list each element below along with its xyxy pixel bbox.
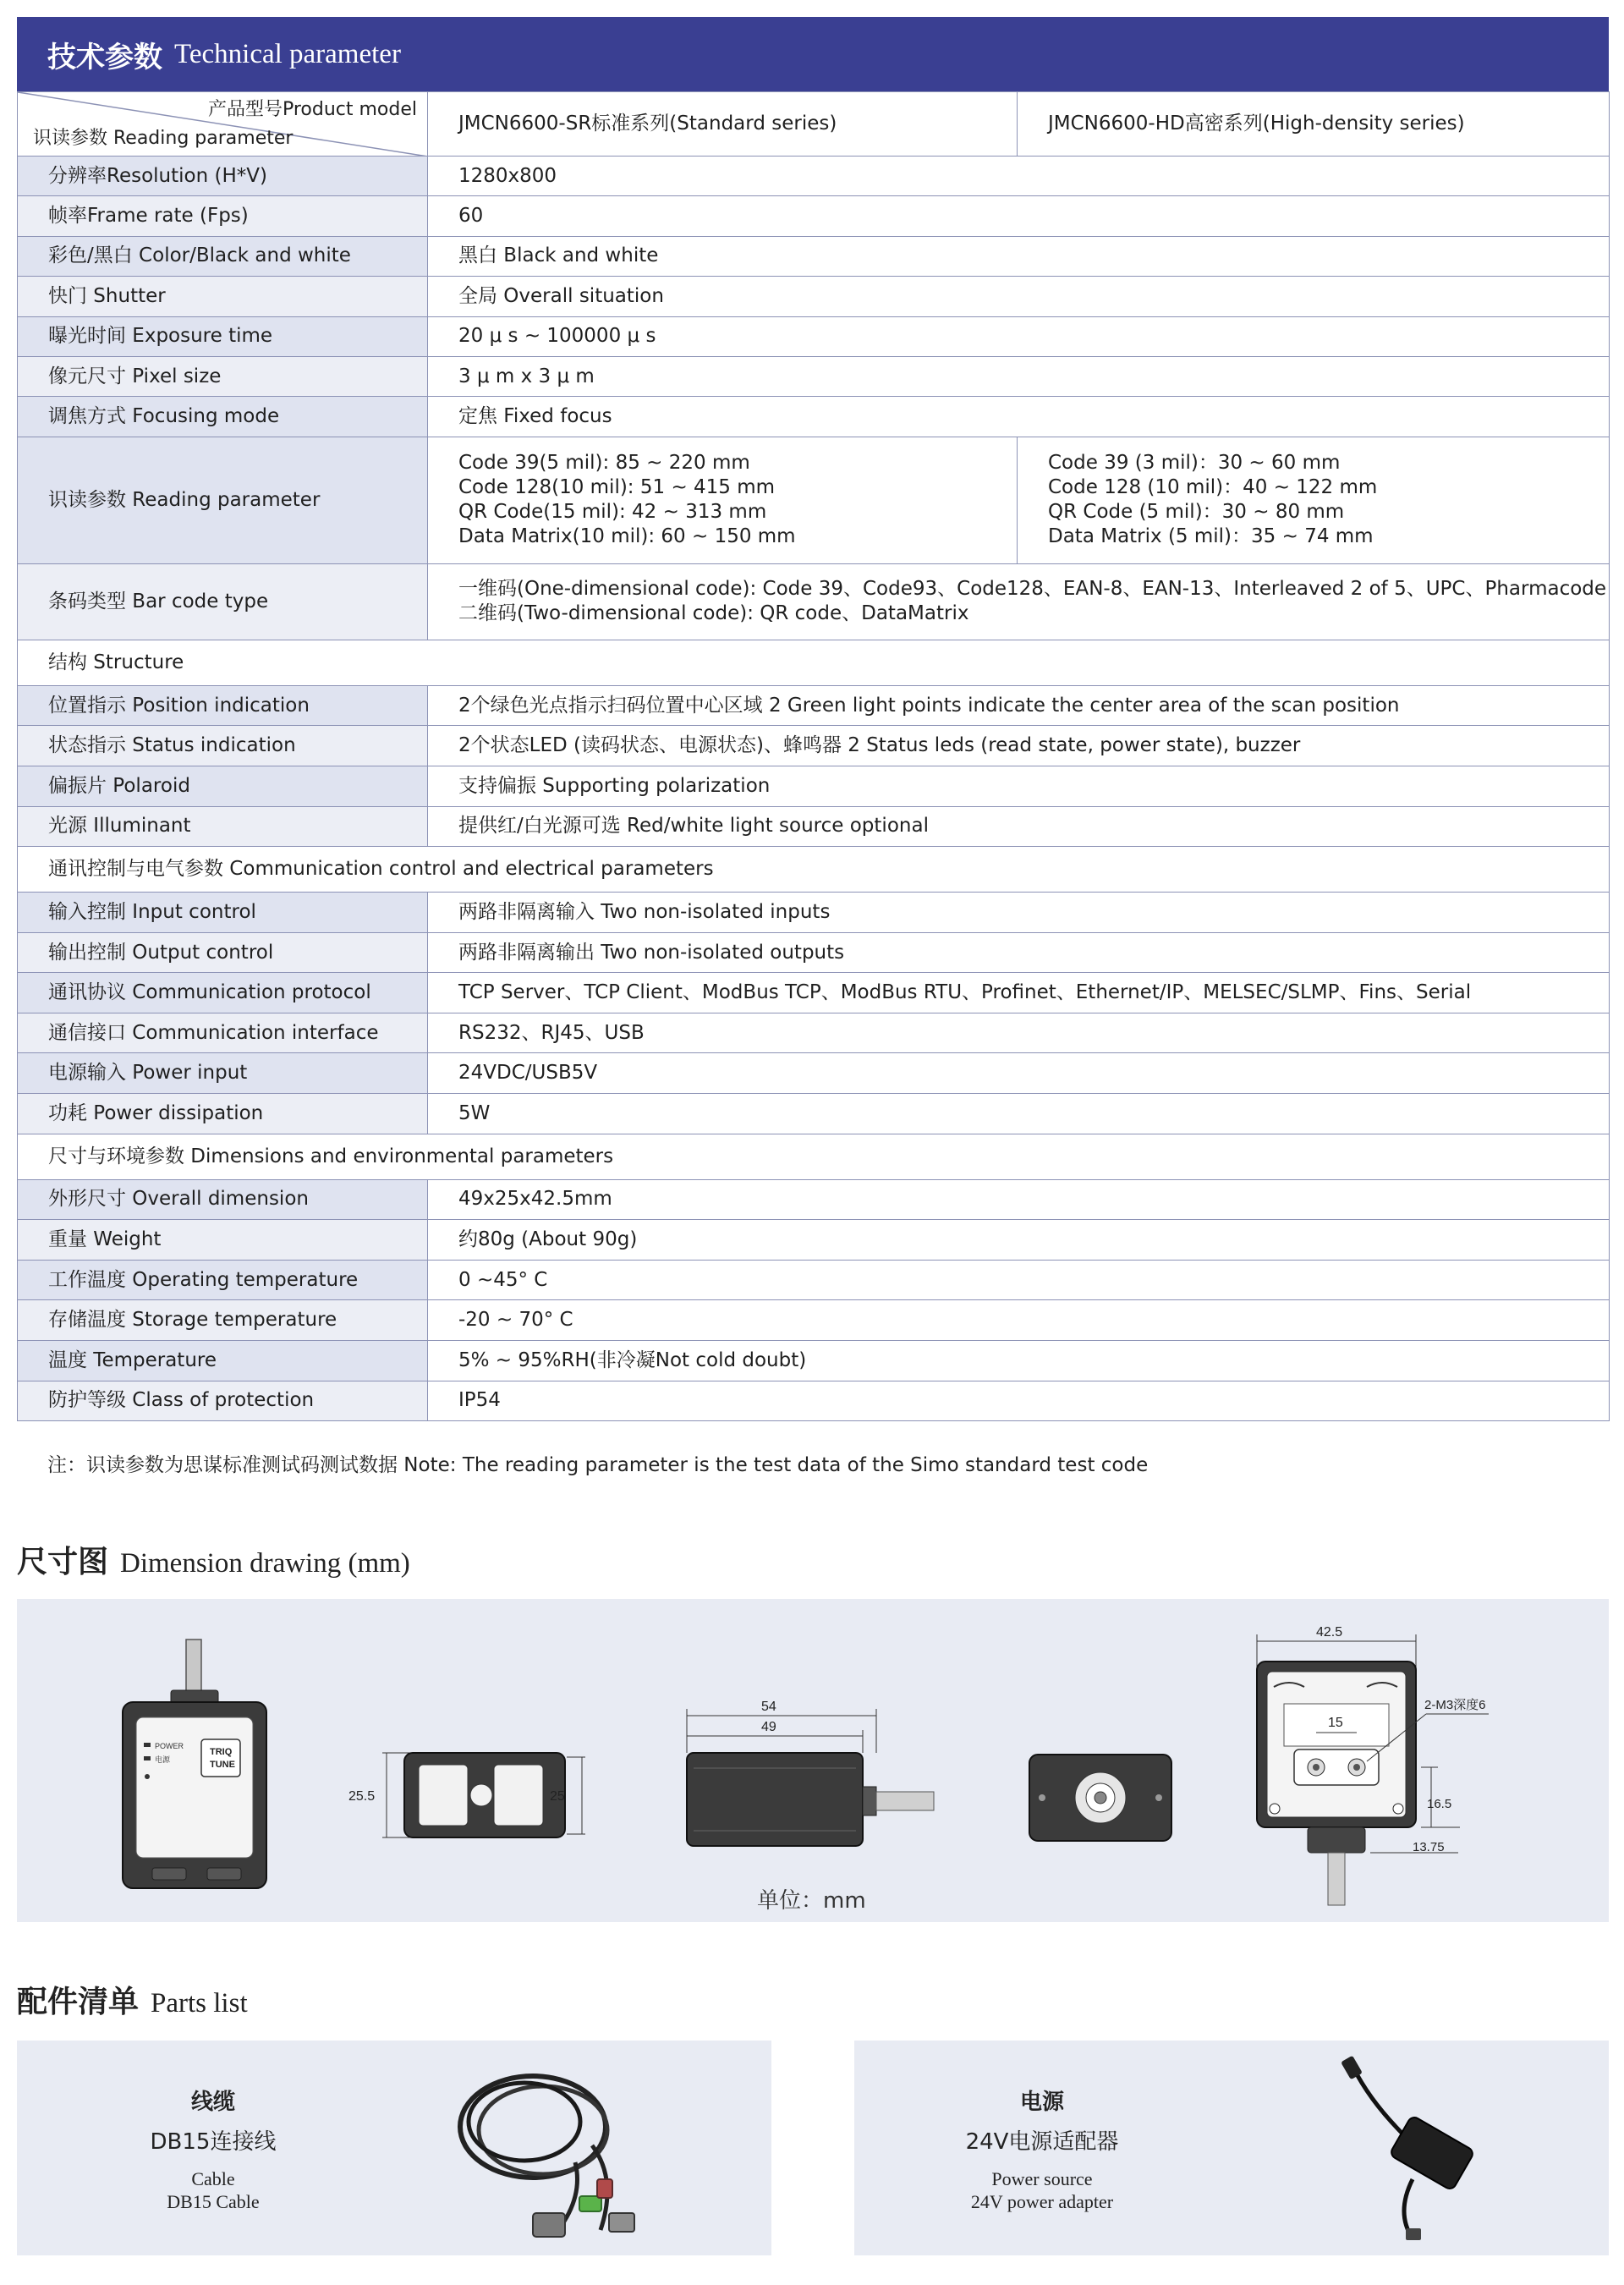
power-title-zh: 电源 <box>1019 2090 1064 2115</box>
lens-view <box>348 1753 585 1837</box>
tech-param-title-zh: 技术参数 <box>47 40 162 74</box>
dim-13-75: 13.75 <box>1413 1840 1445 1854</box>
table-row <box>18 932 1610 973</box>
dim-49: 49 <box>761 1720 776 1734</box>
row-value: 提供红/白光源可选 Red/white light source optional <box>428 806 1610 847</box>
cable-subtitle-en: DB15 Cable <box>167 2191 260 2212</box>
section-row-communication <box>18 847 1610 893</box>
row-label: 彩色/黑白 Color/Black and white <box>18 236 428 276</box>
row-value: 5W <box>428 1094 1610 1134</box>
tech-param-title-en: Technical parameter <box>174 38 401 69</box>
row-label: 功耗 Power dissipation <box>18 1094 428 1134</box>
db15-cable-image <box>440 2052 660 2245</box>
row-label: 偏振片 Polaroid <box>18 766 428 806</box>
power-text <box>898 2085 1186 2213</box>
row-label: 重量 Weight <box>18 1220 428 1261</box>
front-view <box>123 1640 266 1888</box>
row-label: 通信接口 Communication interface <box>18 1013 428 1053</box>
reading-parameter-row <box>18 437 1610 563</box>
row-value: 全局 Overall situation <box>428 277 1610 316</box>
logo-line1: TRIQ <box>210 1747 233 1757</box>
table-row <box>18 356 1610 396</box>
dim-54: 54 <box>761 1700 776 1714</box>
table-row <box>18 766 1610 806</box>
cable-title-en: Cable <box>191 2168 235 2189</box>
row-value: 3 μ m x 3 μ m <box>428 356 1610 396</box>
table-header-row <box>18 92 1610 157</box>
tech-param-header <box>17 17 1609 91</box>
row-value: 24VDC/USB5V <box>428 1053 1610 1094</box>
row-label: 曝光时间 Exposure time <box>18 316 428 356</box>
row-label: 位置指示 Position indication <box>18 685 428 726</box>
row-label: 电源输入 Power input <box>18 1053 428 1094</box>
row-label: 通讯协议 Communication protocol <box>18 973 428 1013</box>
row-label: 输出控制 Output control <box>18 932 428 973</box>
reading-sr-cell <box>428 437 1018 563</box>
table-row <box>18 157 1610 196</box>
m3-thread-label: 2-M3深度6 <box>1424 1698 1486 1712</box>
barcode-1d-line: 一维码(One-dimensional code): Code 39、Code93、Code128、EAN-8、EAN-13、Interleaved 2 of 5、UPC、Pharmacode <box>458 578 1607 601</box>
section-row-dimensions <box>18 1134 1610 1179</box>
row-value: 0 ~45° C <box>428 1260 1610 1300</box>
dimension-drawing <box>17 1599 1609 1922</box>
power-title-en: Power source <box>991 2168 1093 2189</box>
reading-sr-line: QR Code(15 mil): 42 ~ 313 mm <box>458 501 767 524</box>
footnote: 注：识读参数为思谋标准测试码测试数据 Note: The reading parameter is the test data of the Simo standard test code <box>47 1454 1149 1476</box>
row-label: 分辨率Resolution (H*V) <box>18 157 428 196</box>
row-value: IP54 <box>428 1381 1610 1421</box>
row-value: 定焦 Fixed focus <box>428 397 1610 437</box>
table-row <box>18 397 1610 437</box>
table-row <box>18 196 1610 236</box>
section-row-structure <box>18 640 1610 685</box>
row-value: 2个状态LED (读码状态、电源状态)、蜂鸣器 2 Status leds (read state, power state), buzzer <box>428 726 1610 766</box>
row-value: 1280x800 <box>428 157 1610 196</box>
section-label: 尺寸与环境参数 Dimensions and environmental parameters <box>18 1134 1610 1179</box>
row-value: RS232、RJ45、USB <box>428 1013 1610 1053</box>
column-header-hd: JMCN6600-HD高密系列(High-density series) <box>1018 92 1610 157</box>
dimension-section-title <box>17 1538 410 1581</box>
cable-text <box>69 2085 357 2213</box>
rear-view <box>1029 1755 1171 1841</box>
reading-hd-line: QR Code (5 mil)：30 ~ 80 mm <box>1048 501 1345 524</box>
column-header-sr: JMCN6600-SR标准系列(Standard series) <box>428 92 1018 157</box>
section-label: 通讯控制与电气参数 Communication control and electrical parameters <box>18 847 1610 893</box>
row-value: 黑白 Black and white <box>428 236 1610 276</box>
dim-25: 25 <box>550 1789 565 1804</box>
pwr-zh-label: 电源 <box>155 1755 171 1764</box>
row-value: 20 μ s ~ 100000 μ s <box>428 316 1610 356</box>
reading-hd-line: Data Matrix (5 mil)：35 ~ 74 mm <box>1048 525 1374 548</box>
reading-parameter-header-label: 识读参数 Reading parameter <box>33 128 294 149</box>
spec-table <box>17 91 1610 1421</box>
row-label: 帧率Frame rate (Fps) <box>18 196 428 236</box>
table-row <box>18 806 1610 847</box>
diagonal-header-cell <box>18 92 428 157</box>
section-label: 结构 Structure <box>18 640 1610 685</box>
table-row <box>18 973 1610 1013</box>
row-value: 2个绿色光点指示扫码位置中心区域 2 Green light points indicate the center area of the scan position <box>428 685 1610 726</box>
row-label: 识读参数 Reading parameter <box>18 437 428 563</box>
dim-16-5: 16.5 <box>1427 1797 1452 1811</box>
table-row <box>18 316 1610 356</box>
row-value: 两路非隔离输出 Two non-isolated outputs <box>428 932 1610 973</box>
row-label: 光源 Illuminant <box>18 806 428 847</box>
row-value: 60 <box>428 196 1610 236</box>
row-label: 防护等级 Class of protection <box>18 1381 428 1421</box>
row-label: 像元尺寸 Pixel size <box>18 356 428 396</box>
row-label: 快门 Shutter <box>18 277 428 316</box>
row-value: TCP Server、TCP Client、ModBus TCP、ModBus RTU、Profinet、Ethernet/IP、MELSEC/SLMP、Fins、Serial <box>428 973 1610 1013</box>
row-value: 49x25x42.5mm <box>428 1179 1610 1220</box>
cable-title-zh: 线缆 <box>190 2090 235 2115</box>
reading-sr-line: Code 128(10 mil): 51 ~ 415 mm <box>458 476 776 499</box>
dim-15: 15 <box>1328 1716 1343 1730</box>
power-subtitle-en: 24V power adapter <box>970 2191 1114 2212</box>
power-label: POWER <box>155 1742 184 1750</box>
dimension-title-en: Dimension drawing (mm) <box>120 1548 410 1579</box>
parts-title-zh: 配件清单 <box>17 1985 140 2019</box>
dimension-drawing-panel <box>17 1599 1609 1922</box>
row-value: -20 ~ 70° C <box>428 1300 1610 1341</box>
row-label: 输入控制 Input control <box>18 893 428 933</box>
table-row <box>18 1053 1610 1094</box>
power-subtitle-zh: 24V电源适配器 <box>965 2129 1119 2155</box>
table-row <box>18 1013 1610 1053</box>
power-adapter-image <box>1311 2052 1497 2245</box>
reading-hd-line: Code 128 (10 mil)：40 ~ 122 mm <box>1048 476 1378 499</box>
table-row <box>18 1260 1610 1300</box>
parts-title-en: Parts list <box>151 1988 248 2019</box>
unit-label: 单位：mm <box>757 1888 866 1914</box>
product-model-label: 产品型号Product model <box>207 99 417 120</box>
barcode-2d-line: 二维码(Two-dimensional code): QR code、DataMatrix <box>458 602 969 625</box>
table-row <box>18 1381 1610 1421</box>
reading-hd-line: Code 39 (3 mil)：30 ~ 60 mm <box>1048 452 1341 475</box>
dim-42-5: 42.5 <box>1316 1625 1343 1640</box>
cable-subtitle-zh: DB15连接线 <box>150 2129 277 2155</box>
row-label: 存储温度 Storage temperature <box>18 1300 428 1341</box>
barcode-type-row <box>18 563 1610 640</box>
table-row <box>18 1094 1610 1134</box>
reading-sr-line: Code 39(5 mil): 85 ~ 220 mm <box>458 452 750 475</box>
table-row <box>18 685 1610 726</box>
table-row <box>18 236 1610 276</box>
dim-25-5: 25.5 <box>348 1789 376 1804</box>
dimension-title-zh: 尺寸图 <box>17 1545 109 1579</box>
part-card-cable <box>17 2041 771 2255</box>
row-value: 约80g (About 90g) <box>428 1220 1610 1261</box>
bottom-view <box>1257 1625 1489 1905</box>
table-row <box>18 1341 1610 1381</box>
table-row <box>18 1179 1610 1220</box>
barcode-type-cell <box>428 563 1610 640</box>
reading-hd-cell <box>1018 437 1610 563</box>
table-row <box>18 277 1610 316</box>
row-value: 支持偏振 Supporting polarization <box>428 766 1610 806</box>
reading-sr-line: Data Matrix(10 mil): 60 ~ 150 mm <box>458 525 796 548</box>
side-view <box>687 1700 934 1846</box>
row-label: 状态指示 Status indication <box>18 726 428 766</box>
row-label: 条码类型 Bar code type <box>18 563 428 640</box>
table-row <box>18 893 1610 933</box>
part-card-power <box>854 2041 1609 2255</box>
row-label: 温度 Temperature <box>18 1341 428 1381</box>
row-value: 5% ~ 95%RH(非冷凝Not cold doubt) <box>428 1341 1610 1381</box>
row-value: 两路非隔离输入 Two non-isolated inputs <box>428 893 1610 933</box>
table-row <box>18 726 1610 766</box>
row-label: 调焦方式 Focusing mode <box>18 397 428 437</box>
parts-section-title <box>17 1978 248 2021</box>
table-row <box>18 1220 1610 1261</box>
table-row <box>18 1300 1610 1341</box>
row-label: 外形尺寸 Overall dimension <box>18 1179 428 1220</box>
logo-line2: TUNE <box>210 1760 235 1770</box>
row-label: 工作温度 Operating temperature <box>18 1260 428 1300</box>
